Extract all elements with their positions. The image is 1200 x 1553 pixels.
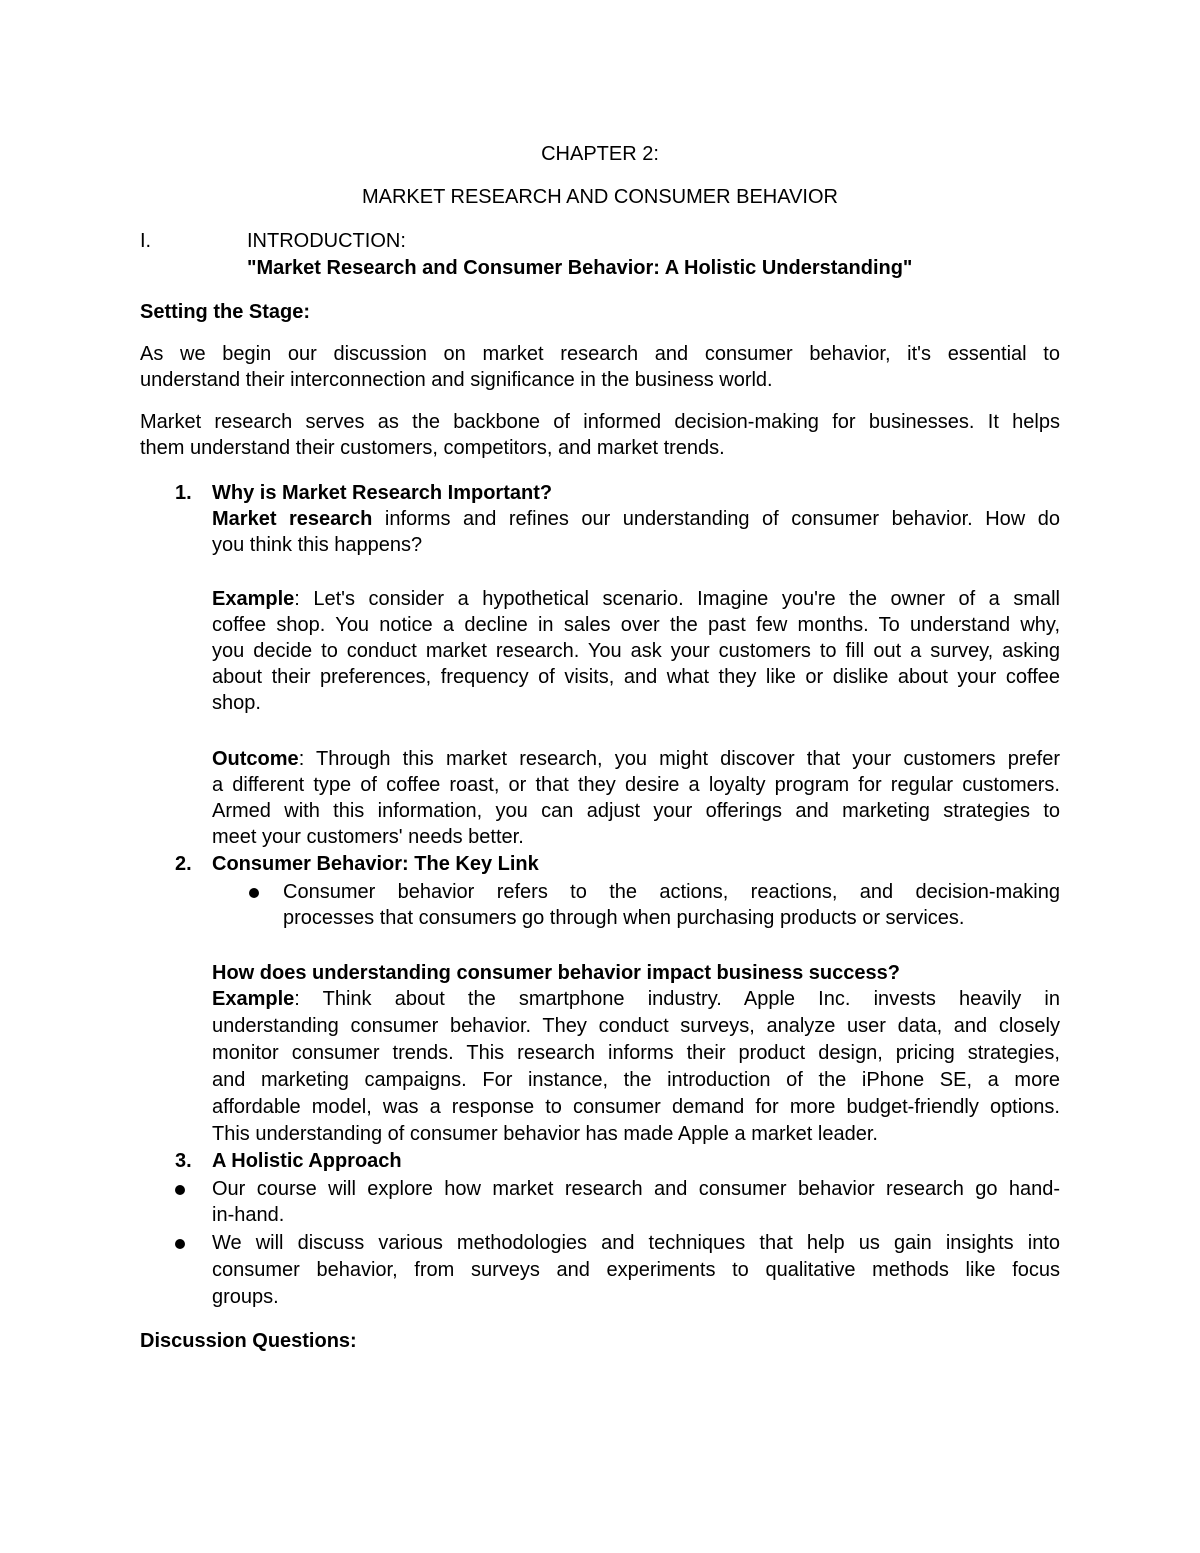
paragraph-line: understanding consumer behavior. They conduct surveys, analyze user data, and closely <box>212 1015 1060 1037</box>
bullet-line: Consumer behavior refers to the actions, reactions, and decision-making <box>283 881 1060 903</box>
section-numeral: I. <box>140 230 152 252</box>
paragraph-line: monitor consumer trends. This research informs their product design, pricing strategies, <box>212 1042 1060 1064</box>
paragraph-line: about their preferences, frequency of visits, and what they like or dislike about your coffee <box>212 666 1060 688</box>
paragraph-line: This understanding of consumer behavior has made Apple a market leader. <box>212 1123 878 1145</box>
list-number: 2. <box>175 853 192 875</box>
chapter-heading: CHAPTER 2: <box>541 143 659 165</box>
section-subtitle: "Market Research and Consumer Behavior: A Holistic Understanding" <box>247 257 913 279</box>
paragraph-line: and marketing campaigns. For instance, the introduction of the iPhone SE, a more <box>212 1069 1060 1091</box>
paragraph-line: you decide to conduct market research. You ask your customers to fill out a survey, asking <box>212 640 1060 662</box>
paragraph-line <box>212 746 1060 772</box>
bullet-line: We will discuss various methodologies and techniques that help us gain insights into <box>212 1232 1060 1254</box>
section-heading: INTRODUCTION: <box>247 230 406 252</box>
example-label: Example <box>212 588 295 610</box>
bullet-line: in-hand. <box>212 1204 285 1226</box>
bold-lead: Market research <box>212 508 373 530</box>
bullet-icon <box>175 1239 185 1249</box>
bullet-icon <box>249 888 259 898</box>
paragraph-line: coffee shop. You notice a decline in sales over the past few months. To understand why, <box>212 614 1060 636</box>
bullet-line: processes that consumers go through when purchasing products or services. <box>283 907 965 929</box>
text-run: informs and refines our understanding of consumer behavior. How do <box>372 508 1061 530</box>
paragraph-line: affordable model, was a response to consumer demand for more budget-friendly options. <box>212 1096 1060 1118</box>
text-run: : Think about the smartphone industry. Apple Inc. invests heavily in <box>294 988 1060 1010</box>
paragraph-line: you think this happens? <box>212 534 423 556</box>
paragraph-line <box>212 986 1060 1012</box>
example-label: Example <box>212 988 295 1010</box>
paragraph-line: a different type of coffee roast, or that they desire a loyalty program for regular customers. <box>212 774 1060 796</box>
paragraph-line: shop. <box>212 692 261 714</box>
bullet-line: Our course will explore how market research and consumer behavior research go hand- <box>212 1178 1060 1200</box>
item-title: Consumer Behavior: The Key Link <box>212 853 539 875</box>
bullet-icon <box>175 1185 185 1195</box>
paragraph-line <box>212 586 1060 612</box>
item-title: A Holistic Approach <box>212 1150 402 1172</box>
paragraph-line: Armed with this information, you can adjust your offerings and marketing strategies to <box>212 800 1060 822</box>
outcome-label: Outcome <box>212 748 299 770</box>
chapter-title: MARKET RESEARCH AND CONSUMER BEHAVIOR <box>361 186 838 208</box>
text-run: : Let's consider a hypothetical scenario. Imagine you're the owner of a small <box>294 588 1060 610</box>
setting-stage-heading: Setting the Stage: <box>140 301 311 323</box>
discussion-heading: Discussion Questions: <box>140 1330 357 1352</box>
paragraph-line: them understand their customers, competitors, and market trends. <box>140 437 725 459</box>
paragraph-line: As we begin our discussion on market research and consumer behavior, it's essential to <box>140 343 1060 365</box>
paragraph-line <box>212 506 1060 532</box>
paragraph-line: meet your customers' needs better. <box>212 826 524 848</box>
question-heading: How does understanding consumer behavior impact business success? <box>212 962 900 984</box>
text-run: : Through this market research, you might discover that your customers prefer <box>298 748 1060 770</box>
list-number: 3. <box>175 1150 192 1172</box>
list-number: 1. <box>175 482 192 504</box>
bullet-line: groups. <box>212 1286 279 1308</box>
item-title: Why is Market Research Important? <box>212 482 553 504</box>
paragraph-line: Market research serves as the backbone of informed decision-making for businesses. It helps <box>140 411 1060 433</box>
bullet-line: consumer behavior, from surveys and experiments to qualitative methods like focus <box>212 1259 1060 1281</box>
paragraph-line: understand their interconnection and significance in the business world. <box>140 369 773 391</box>
